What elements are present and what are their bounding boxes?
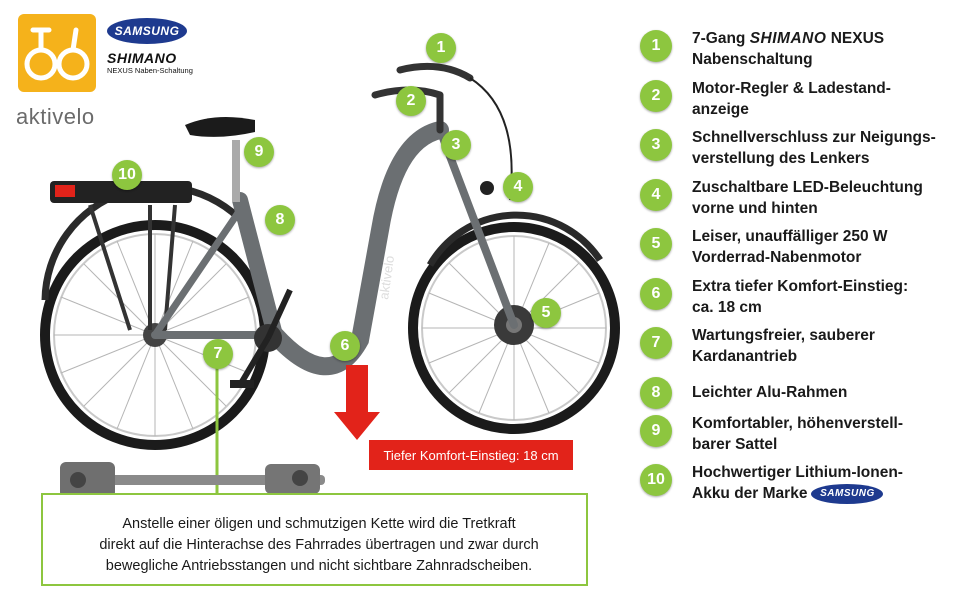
feature-item-2: 2 Motor-Regler & Ladestand- anzeige [640, 78, 960, 128]
callout-10: 10 [112, 160, 142, 190]
callout-3: 3 [441, 130, 471, 160]
callout-4: 4 [503, 172, 533, 202]
callout-7: 7 [203, 339, 233, 369]
nexus-caption: NEXUS Naben-Schaltung [107, 66, 193, 75]
saddle [185, 117, 255, 137]
callout-1: 1 [426, 33, 456, 63]
feature-item-6: 6 Extra tiefer Komfort-Einstieg: ca. 18 cm [640, 276, 960, 326]
shimano-logo: SHIMANO [749, 30, 827, 47]
shimano-logo: SHIMANO [107, 50, 177, 66]
feature-item-9: 9 Komfortabler, höhenverstell- barer Sattel [640, 413, 960, 463]
feature-item-4: 4 Zuschaltbare LED-Beleuchtung vorne und hinten [640, 177, 960, 227]
comfort-entry-label: Tiefer Komfort-Einstieg: 18 cm [369, 440, 573, 470]
feature-item-3: 3 Schnellverschluss zur Neigungs- verstellung des Lenkers [640, 127, 960, 177]
feature-item-1: 1 7-Gang SHIMANO NEXUS Nabenschaltung [640, 28, 960, 78]
feature-list [640, 28, 960, 512]
callout-9: 9 [244, 137, 274, 167]
feature-text: Wartungsfreier, sauberer [692, 327, 875, 344]
feature-number: 4 [640, 179, 672, 211]
feature-number: 7 [640, 327, 672, 359]
feature-text: Motor-Regler & Ladestand- [692, 79, 891, 97]
callout-6: 6 [330, 331, 360, 361]
feature-item-8 [640, 375, 960, 413]
feature-text: Extra tiefer Komfort-Einstieg: [692, 277, 909, 295]
feature-text: Leichter Alu-Rahmen [692, 383, 848, 401]
callout-8: 8 [265, 205, 295, 235]
frame-brand-text: aktivelo [376, 254, 398, 301]
feature-number: 9 [640, 415, 672, 447]
feature-number: 1 [640, 30, 672, 62]
feature-item-5: 5 Leiser, unauffälliger 250 W Vorderrad-Nabenmotor [640, 226, 960, 276]
feature-number: 10 [640, 464, 672, 496]
callout-5: 5 [531, 298, 561, 328]
feature-number: 8 [640, 377, 672, 409]
samsung-logo: SAMSUNG [811, 484, 883, 504]
callout-2: 2 [396, 86, 426, 116]
feature-text: 7-Gang [692, 30, 750, 47]
drive-info-text: Anstelle einer öligen und schmutzigen Kette wird die Tretkraft direkt auf die Hinterachse des Fahrrades übertragen und zwar durch bewegliche Antriebsstangen und nicht sichtbare Zahnradscheiben. [99, 516, 539, 574]
feature-text: Zuschaltbare LED-Beleuchtung [692, 178, 923, 196]
feature-number: 3 [640, 129, 672, 161]
logo-wordmark: aktivelo [16, 104, 95, 129]
feature-number: 6 [640, 278, 672, 310]
feature-text: Komfortabler, höhenverstell- [692, 414, 904, 432]
samsung-logo: SAMSUNG [107, 18, 187, 44]
feature-item-10: 10 Hochwertiger Lithium-Ionen- Akku der Marke SAMSUNG [640, 462, 960, 512]
feature-number: 5 [640, 228, 672, 260]
feature-text: Leiser, unauffälliger 250 W [692, 228, 888, 245]
feature-item-7: 7 Wartungsfreier, sauberer Kardanantrieb [640, 325, 960, 375]
comfort-arrow-icon [334, 365, 380, 440]
feature-text: Hochwertiger Lithium-Ionen- [692, 464, 903, 481]
feature-text: Schnellverschluss zur Neigungs- [692, 129, 936, 146]
feature-number: 2 [640, 80, 672, 112]
